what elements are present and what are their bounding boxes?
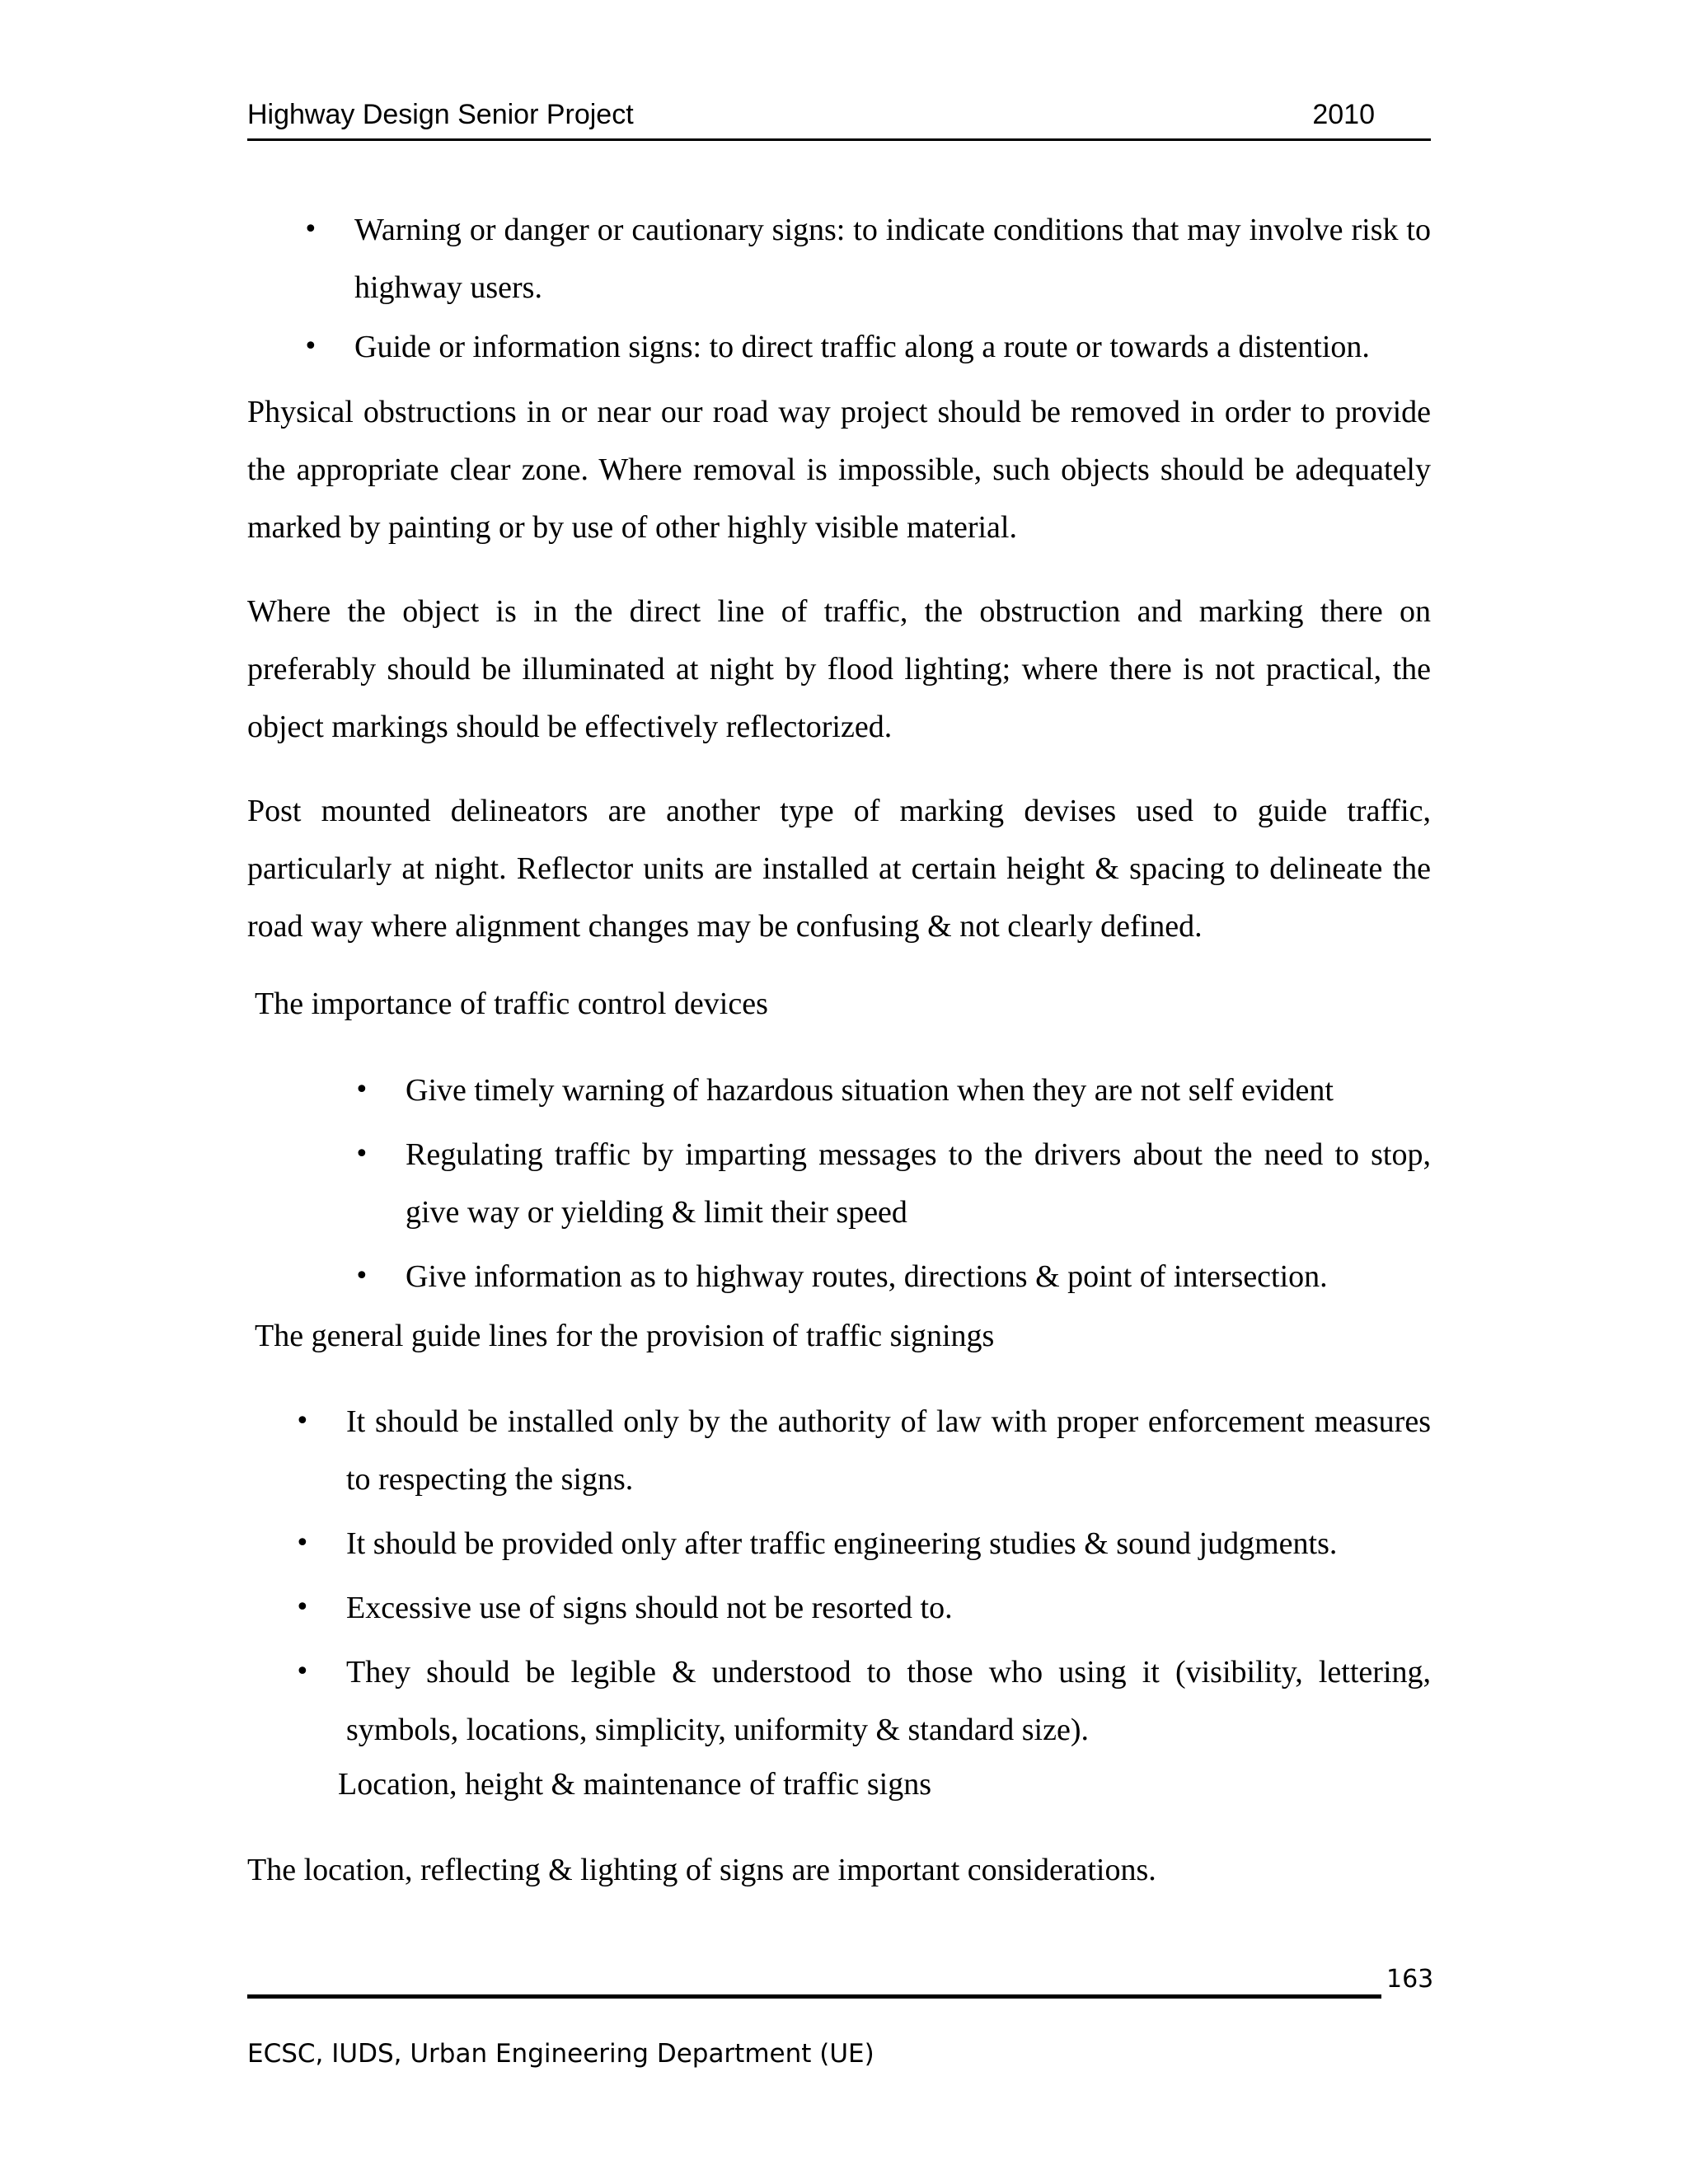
list-item-text: Guide or information signs: to direct traffic along a route or towards a distention. xyxy=(354,330,1370,364)
paragraph-obstructions: Physical obstructions in or near our road way project should be removed in order to provide the appropriate clear zone. Where removal is impossible, such objects should be adequately marked by painting or by use of other highly visible material. xyxy=(247,395,1431,545)
list-item-text: Give timely warning of hazardous situation when they are not self evident xyxy=(406,1073,1334,1108)
list-item xyxy=(303,201,1431,316)
list-item xyxy=(303,318,1431,376)
bullet-icon: • xyxy=(303,332,318,361)
list-item xyxy=(295,1579,1431,1637)
list-item-text: It should be installed only by the authority of law with proper enforcement measures to respecting the signs. xyxy=(346,1404,1431,1497)
list-item-text: Warning or danger or cautionary signs: to indicate conditions that may involve risk to highway users. xyxy=(354,213,1431,305)
footer-divider xyxy=(247,1994,1381,1999)
list-item xyxy=(295,1643,1431,1759)
list-item xyxy=(354,1248,1431,1305)
list-item-text: Regulating traffic by imparting messages to the drivers about the need to stop, give way or yielding & limit their speed xyxy=(406,1137,1431,1230)
bullet-icon: • xyxy=(354,1262,369,1291)
bullet-icon: • xyxy=(295,1593,310,1622)
page-number: 163 xyxy=(1386,1965,1434,1994)
sign-types-list xyxy=(303,201,1431,377)
bullet-icon: • xyxy=(295,1529,310,1558)
paragraph-illumination: Where the object is in the direct line of traffic, the obstruction and marking there on preferably should be illuminated at night by flood lighting; where there is not practical, the object markings should be effectively reflectorized. xyxy=(247,594,1431,744)
page-header xyxy=(247,97,1431,141)
list-item xyxy=(295,1393,1431,1508)
bullet-icon: • xyxy=(354,1140,369,1169)
guidelines-list xyxy=(295,1393,1431,1765)
footer-institution: ECSC, IUDS, Urban Engineering Department (UE) xyxy=(247,2039,874,2069)
bullet-icon: • xyxy=(295,1407,310,1436)
closing-paragraph: The location, reflecting & lighting of signs are important considerations. xyxy=(247,1853,1156,1887)
heading-importance: The importance of traffic control devices xyxy=(255,987,768,1021)
importance-list xyxy=(354,1062,1431,1312)
heading-guidelines: The general guide lines for the provision of traffic signings xyxy=(255,1319,995,1353)
list-item xyxy=(354,1062,1431,1119)
list-item xyxy=(354,1126,1431,1241)
list-item xyxy=(295,1515,1431,1572)
bullet-icon: • xyxy=(303,215,318,244)
list-item-text: They should be legible & understood to those who using it (visibility, lettering, symbols, locations, simplicity, uniformity & standard size). xyxy=(346,1655,1431,1747)
heading-location: Location, height & maintenance of traffic signs xyxy=(338,1767,932,1802)
bullet-icon: • xyxy=(295,1657,310,1686)
bullet-icon: • xyxy=(354,1076,369,1104)
header-title: Highway Design Senior Project xyxy=(247,99,634,130)
paragraph-delineators: Post mounted delineators are another type of marking devises used to guide traffic, particularly at night. Reflector units are installed at certain height & spacing to delineate the road way where alignment changes may be confusing & not clearly defined. xyxy=(247,794,1431,944)
list-item-text: It should be provided only after traffic engineering studies & sound judgments. xyxy=(346,1526,1338,1561)
list-item-text: Give information as to highway routes, directions & point of intersection. xyxy=(406,1259,1328,1294)
header-year: 2010 xyxy=(1312,99,1375,130)
list-item-text: Excessive use of signs should not be resorted to. xyxy=(346,1591,953,1625)
